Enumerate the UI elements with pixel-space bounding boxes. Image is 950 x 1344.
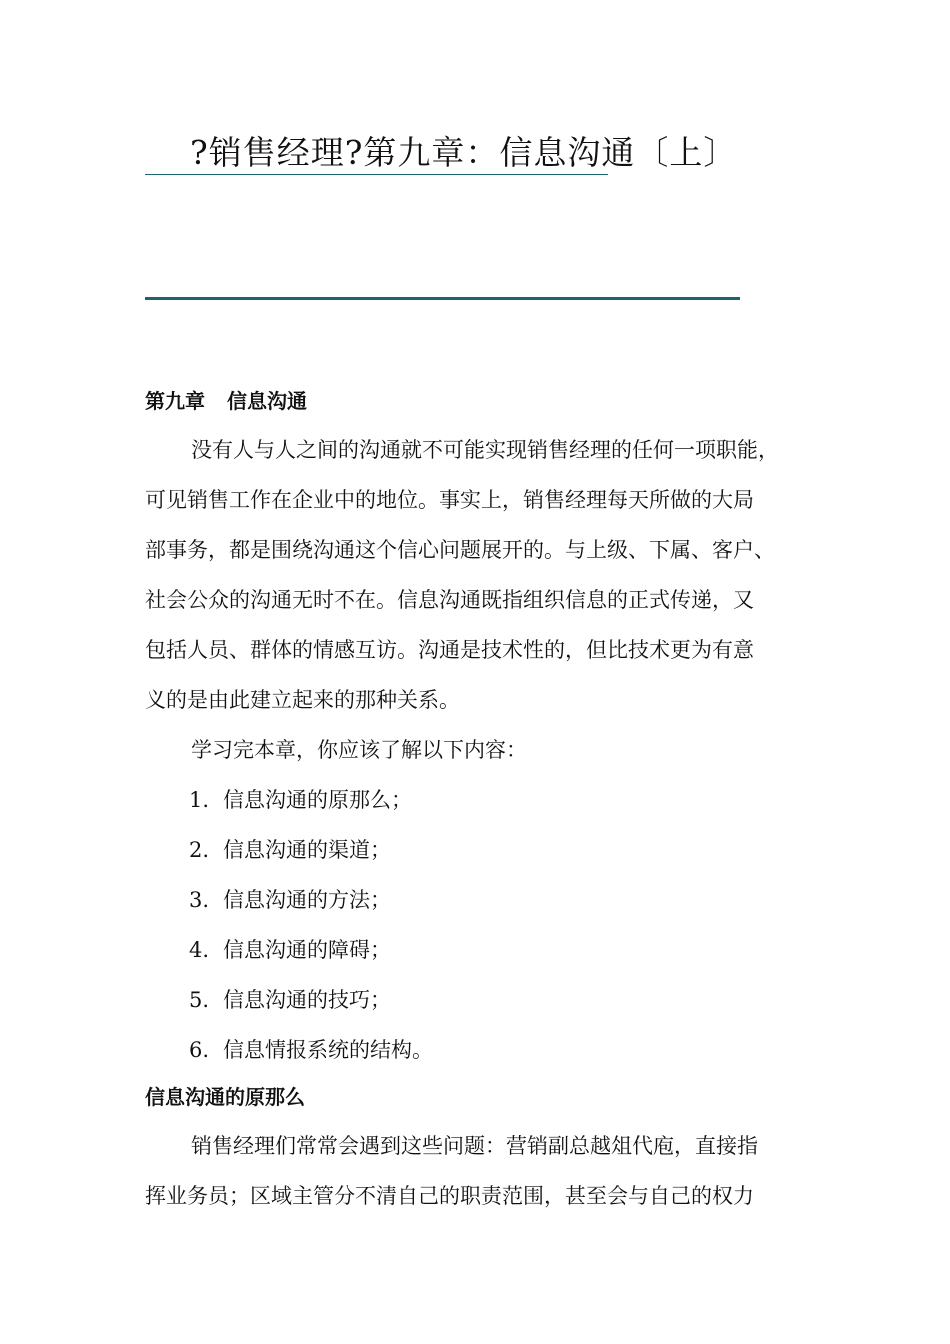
- paragraph-line: 销售经理们常常会遇到这些问题：营销副总越俎代庖，直接指: [191, 1134, 758, 1158]
- paragraph-line: 部事务，都是围绕沟通这个信心问题展开的。与上级、下属、客户、: [145, 538, 775, 562]
- header-divider: [145, 297, 740, 300]
- list-item-text: 信息沟通的技巧；: [223, 988, 391, 1012]
- list-item-number: 6.: [189, 1038, 210, 1062]
- paragraph-line: 包括人员、群体的情感互访。沟通是技术性的，但比技术更为有意: [145, 638, 754, 662]
- list-item: [189, 825, 433, 875]
- list-item-text: 信息沟通的方法；: [223, 888, 391, 912]
- list-item-text: 信息沟通的障碍；: [223, 938, 391, 962]
- paragraph-line: 社会公众的沟通无时不在。信息沟通既指组织信息的正式传递，又: [145, 588, 754, 612]
- list-item-number: 4.: [189, 938, 210, 962]
- list-item: [189, 975, 433, 1025]
- list-item-number: 3.: [189, 888, 210, 912]
- learning-objectives-intro: 学习完本章，你应该了解以下内容：: [191, 738, 527, 762]
- list-item-number: 2.: [189, 838, 210, 862]
- list-item: [189, 875, 433, 925]
- paragraph-line: 义的是由此建立起来的那种关系。: [145, 688, 460, 712]
- list-item: [189, 1025, 433, 1075]
- learning-objectives-list: [189, 775, 433, 1075]
- chapter-number: 第九章: [145, 389, 205, 413]
- list-item-number: 5.: [189, 988, 210, 1012]
- chapter-intro-paragraph: [145, 425, 835, 725]
- section-heading: 信息沟通的原那么: [145, 1085, 305, 1109]
- list-item-text: 信息沟通的原那么；: [223, 788, 412, 812]
- paragraph-line: 没有人与人之间的沟通就不可能实现销售经理的任何一项职能，: [191, 438, 779, 462]
- chapter-heading: [145, 386, 307, 416]
- list-item-text: 信息沟通的渠道；: [223, 838, 391, 862]
- title-underline: [145, 174, 608, 175]
- paragraph-line: 可见销售工作在企业中的地位。事实上，销售经理每天所做的大局: [145, 488, 754, 512]
- chapter-name: 信息沟通: [227, 389, 307, 413]
- document-title: ?销售经理?第九章：信息沟通〔上〕: [190, 133, 738, 172]
- paragraph-line: 挥业务员；区域主管分不清自己的职责范围，甚至会与自己的权力: [145, 1184, 754, 1208]
- list-item: [189, 775, 433, 825]
- list-item-text: 信息情报系统的结构。: [223, 1038, 433, 1062]
- section-paragraph: [145, 1121, 835, 1221]
- list-item-number: 1.: [189, 788, 210, 812]
- list-item: [189, 925, 433, 975]
